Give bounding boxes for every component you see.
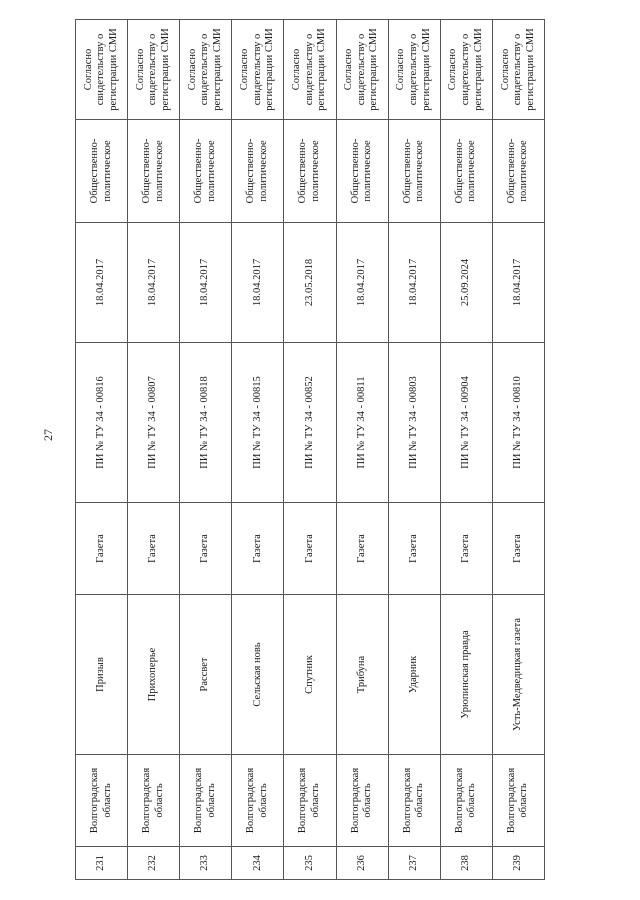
basis-cell: Согласно свидетельству о регистрации СМИ [336,20,388,120]
row-number: 236 [336,847,388,880]
region-cell: Волгоградская область [232,755,284,847]
table-row [180,20,232,880]
registration-date-cell: 25.09.2024 [440,223,492,343]
basis-cell: Согласно свидетельству о регистрации СМИ [180,20,232,120]
table-body [76,20,545,880]
row-number: 237 [388,847,440,880]
media-name-cell: Ударник [388,595,440,755]
topic-cell: Общественно-политическое [492,120,544,223]
media-type-cell: Газета [336,503,388,595]
media-name-cell: Трибуна [336,595,388,755]
topic-cell: Общественно-политическое [128,120,180,223]
registration-date-cell: 18.04.2017 [388,223,440,343]
topic-cell: Общественно-политическое [180,120,232,223]
table-row [232,20,284,880]
table-row [492,20,544,880]
basis-cell: Согласно свидетельству о регистрации СМИ [492,20,544,120]
registration-number-cell: ПИ № ТУ 34 - 00815 [232,343,284,503]
page-number: 27 [40,429,55,441]
media-name-cell: Сельская новь [232,595,284,755]
media-name-cell: Призыв [76,595,128,755]
topic-cell: Общественно-политическое [440,120,492,223]
registration-number-cell: ПИ № ТУ 34 - 00807 [128,343,180,503]
media-type-cell: Газета [440,503,492,595]
media-type-cell: Газета [284,503,336,595]
registration-date-cell: 18.04.2017 [336,223,388,343]
row-number: 238 [440,847,492,880]
basis-cell: Согласно свидетельству о регистрации СМИ [232,20,284,120]
region-cell: Волгоградская область [284,755,336,847]
region-cell: Волгоградская область [336,755,388,847]
registration-number-cell: ПИ № ТУ 34 - 00810 [492,343,544,503]
basis-cell: Согласно свидетельству о регистрации СМИ [76,20,128,120]
media-type-cell: Газета [128,503,180,595]
registration-date-cell: 23.05.2018 [284,223,336,343]
media-registry-table [75,19,545,880]
topic-cell: Общественно-политическое [76,120,128,223]
topic-cell: Общественно-политическое [284,120,336,223]
row-number: 233 [180,847,232,880]
registration-number-cell: ПИ № ТУ 34 - 00816 [76,343,128,503]
region-cell: Волгоградская область [492,755,544,847]
registration-number-cell: ПИ № ТУ 34 - 00811 [336,343,388,503]
media-type-cell: Газета [180,503,232,595]
row-number: 239 [492,847,544,880]
media-name-cell: Усть-Медведицкая газета [492,595,544,755]
registration-date-cell: 18.04.2017 [128,223,180,343]
registration-date-cell: 18.04.2017 [76,223,128,343]
media-name-cell: Спутник [284,595,336,755]
registration-number-cell: ПИ № ТУ 34 - 00904 [440,343,492,503]
registration-number-cell: ПИ № ТУ 34 - 00803 [388,343,440,503]
media-type-cell: Газета [76,503,128,595]
table-row [388,20,440,880]
row-number: 235 [284,847,336,880]
region-cell: Волгоградская область [128,755,180,847]
topic-cell: Общественно-политическое [388,120,440,223]
topic-cell: Общественно-политическое [336,120,388,223]
row-number: 232 [128,847,180,880]
registration-date-cell: 18.04.2017 [492,223,544,343]
basis-cell: Согласно свидетельству о регистрации СМИ [388,20,440,120]
basis-cell: Согласно свидетельству о регистрации СМИ [128,20,180,120]
registration-number-cell: ПИ № ТУ 34 - 00852 [284,343,336,503]
registration-date-cell: 18.04.2017 [180,223,232,343]
table-row [128,20,180,880]
media-type-cell: Газета [388,503,440,595]
media-name-cell: Прихоперье [128,595,180,755]
table-row [76,20,128,880]
basis-cell: Согласно свидетельству о регистрации СМИ [440,20,492,120]
registration-date-cell: 18.04.2017 [232,223,284,343]
media-type-cell: Газета [492,503,544,595]
media-name-cell: Рассвет [180,595,232,755]
media-name-cell: Урюпинская правда [440,595,492,755]
row-number: 234 [232,847,284,880]
region-cell: Волгоградская область [388,755,440,847]
topic-cell: Общественно-политическое [232,120,284,223]
region-cell: Волгоградская область [76,755,128,847]
table-row [284,20,336,880]
basis-cell: Согласно свидетельству о регистрации СМИ [284,20,336,120]
registry-table-wrapper [75,20,545,880]
region-cell: Волгоградская область [180,755,232,847]
table-row [336,20,388,880]
media-type-cell: Газета [232,503,284,595]
row-number: 231 [76,847,128,880]
region-cell: Волгоградская область [440,755,492,847]
table-row [440,20,492,880]
registration-number-cell: ПИ № ТУ 34 - 00818 [180,343,232,503]
